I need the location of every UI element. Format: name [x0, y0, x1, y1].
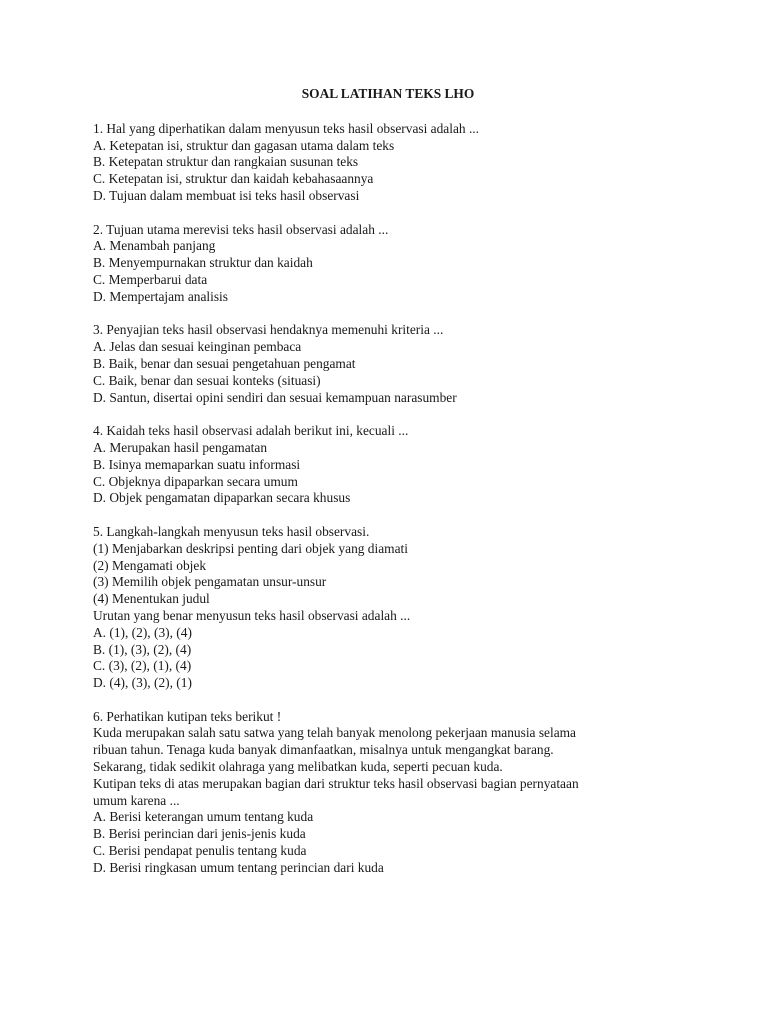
question-3 [93, 322, 683, 406]
question-1 [93, 121, 683, 205]
passage-line-1: Kuda merupakan salah satu satwa yang telah banyak menolong pekerjaan manusia selama [93, 725, 577, 741]
question-6 [93, 709, 683, 877]
passage-line-2: ribuan tahun. Tenaga kuda banyak dimanfaatkan, misalnya untuk mengangkat barang. [93, 742, 554, 758]
option-d: D. (4), (3), (2), (1) [93, 675, 192, 691]
option-a: A. Jelas dan sesuai keinginan pembaca [93, 339, 302, 355]
option-b: B. Ketepatan struktur dan rangkaian susunan teks [93, 154, 359, 170]
option-b: B. (1), (3), (2), (4) [93, 641, 192, 657]
option-d: D. Tujuan dalam membuat isi teks hasil observasi [93, 187, 360, 203]
step-4: (4) Menentukan judul [93, 591, 210, 607]
step-1: (1) Menjabarkan deskripsi penting dari objek yang diamati [93, 540, 408, 556]
step-3: (3) Memilih objek pengamatan unsur-unsur [93, 574, 327, 590]
question-prompt: Urutan yang benar menyusun teks hasil observasi adalah ... [93, 607, 411, 623]
option-d: D. Mempertajam analisis [93, 288, 228, 304]
option-c: C. Baik, benar dan sesuai konteks (situasi) [93, 372, 321, 388]
option-c: C. Memperbarui data [93, 271, 208, 287]
option-d: D. Berisi ringkasan umum tentang perincian dari kuda [93, 859, 384, 875]
question-stem: 2. Tujuan utama merevisi teks hasil observasi adalah ... [93, 221, 389, 237]
passage-line-5: umum karena ... [93, 792, 180, 808]
question-stem: 4. Kaidah teks hasil observasi adalah berikut ini, kecuali ... [93, 423, 409, 439]
option-a: A. Ketepatan isi, struktur dan gagasan utama dalam teks [93, 137, 395, 153]
option-a: A. Merupakan hasil pengamatan [93, 439, 268, 455]
option-c: C. Berisi pendapat penulis tentang kuda [93, 843, 307, 859]
option-c: C. Ketepatan isi, struktur dan kaidah kebahasaannya [93, 171, 374, 187]
document-title: SOAL LATIHAN TEKS LHO [301, 86, 475, 101]
question-stem: 5. Langkah-langkah menyusun teks hasil observasi. [93, 523, 370, 539]
question-stem: 1. Hal yang diperhatikan dalam menyusun teks hasil observasi adalah ... [93, 120, 479, 136]
question-5 [93, 524, 683, 692]
option-d: D. Santun, disertai opini sendiri dan sesuai kemampuan narasumber [93, 389, 457, 405]
passage-line-4: Kutipan teks di atas merupakan bagian dari struktur teks hasil observasi bagian pernyataan [93, 775, 579, 791]
option-a: A. Berisi keterangan umum tentang kuda [93, 809, 314, 825]
question-2 [93, 222, 683, 306]
option-c: C. (3), (2), (1), (4) [93, 658, 192, 674]
question-stem: 3. Penyajian teks hasil observasi hendaknya memenuhi kriteria ... [93, 322, 444, 338]
document-page [93, 86, 683, 893]
option-c: C. Objeknya dipaparkan secara umum [93, 473, 298, 489]
option-b: B. Isinya memaparkan suatu informasi [93, 456, 301, 472]
question-stem: 6. Perhatikan kutipan teks berikut ! [93, 708, 282, 724]
step-2: (2) Mengamati objek [93, 557, 207, 573]
option-b: B. Menyempurnakan struktur dan kaidah [93, 255, 313, 271]
option-b: B. Baik, benar dan sesuai pengetahuan pengamat [93, 355, 356, 371]
question-4 [93, 423, 683, 507]
passage-line-3: Sekarang, tidak sedikit olahraga yang melibatkan kuda, seperti pecuan kuda. [93, 759, 503, 775]
option-a: A. (1), (2), (3), (4) [93, 624, 192, 640]
option-b: B. Berisi perincian dari jenis-jenis kuda [93, 826, 306, 842]
option-d: D. Objek pengamatan dipaparkan secara khusus [93, 490, 351, 506]
option-a: A. Menambah panjang [93, 238, 216, 254]
